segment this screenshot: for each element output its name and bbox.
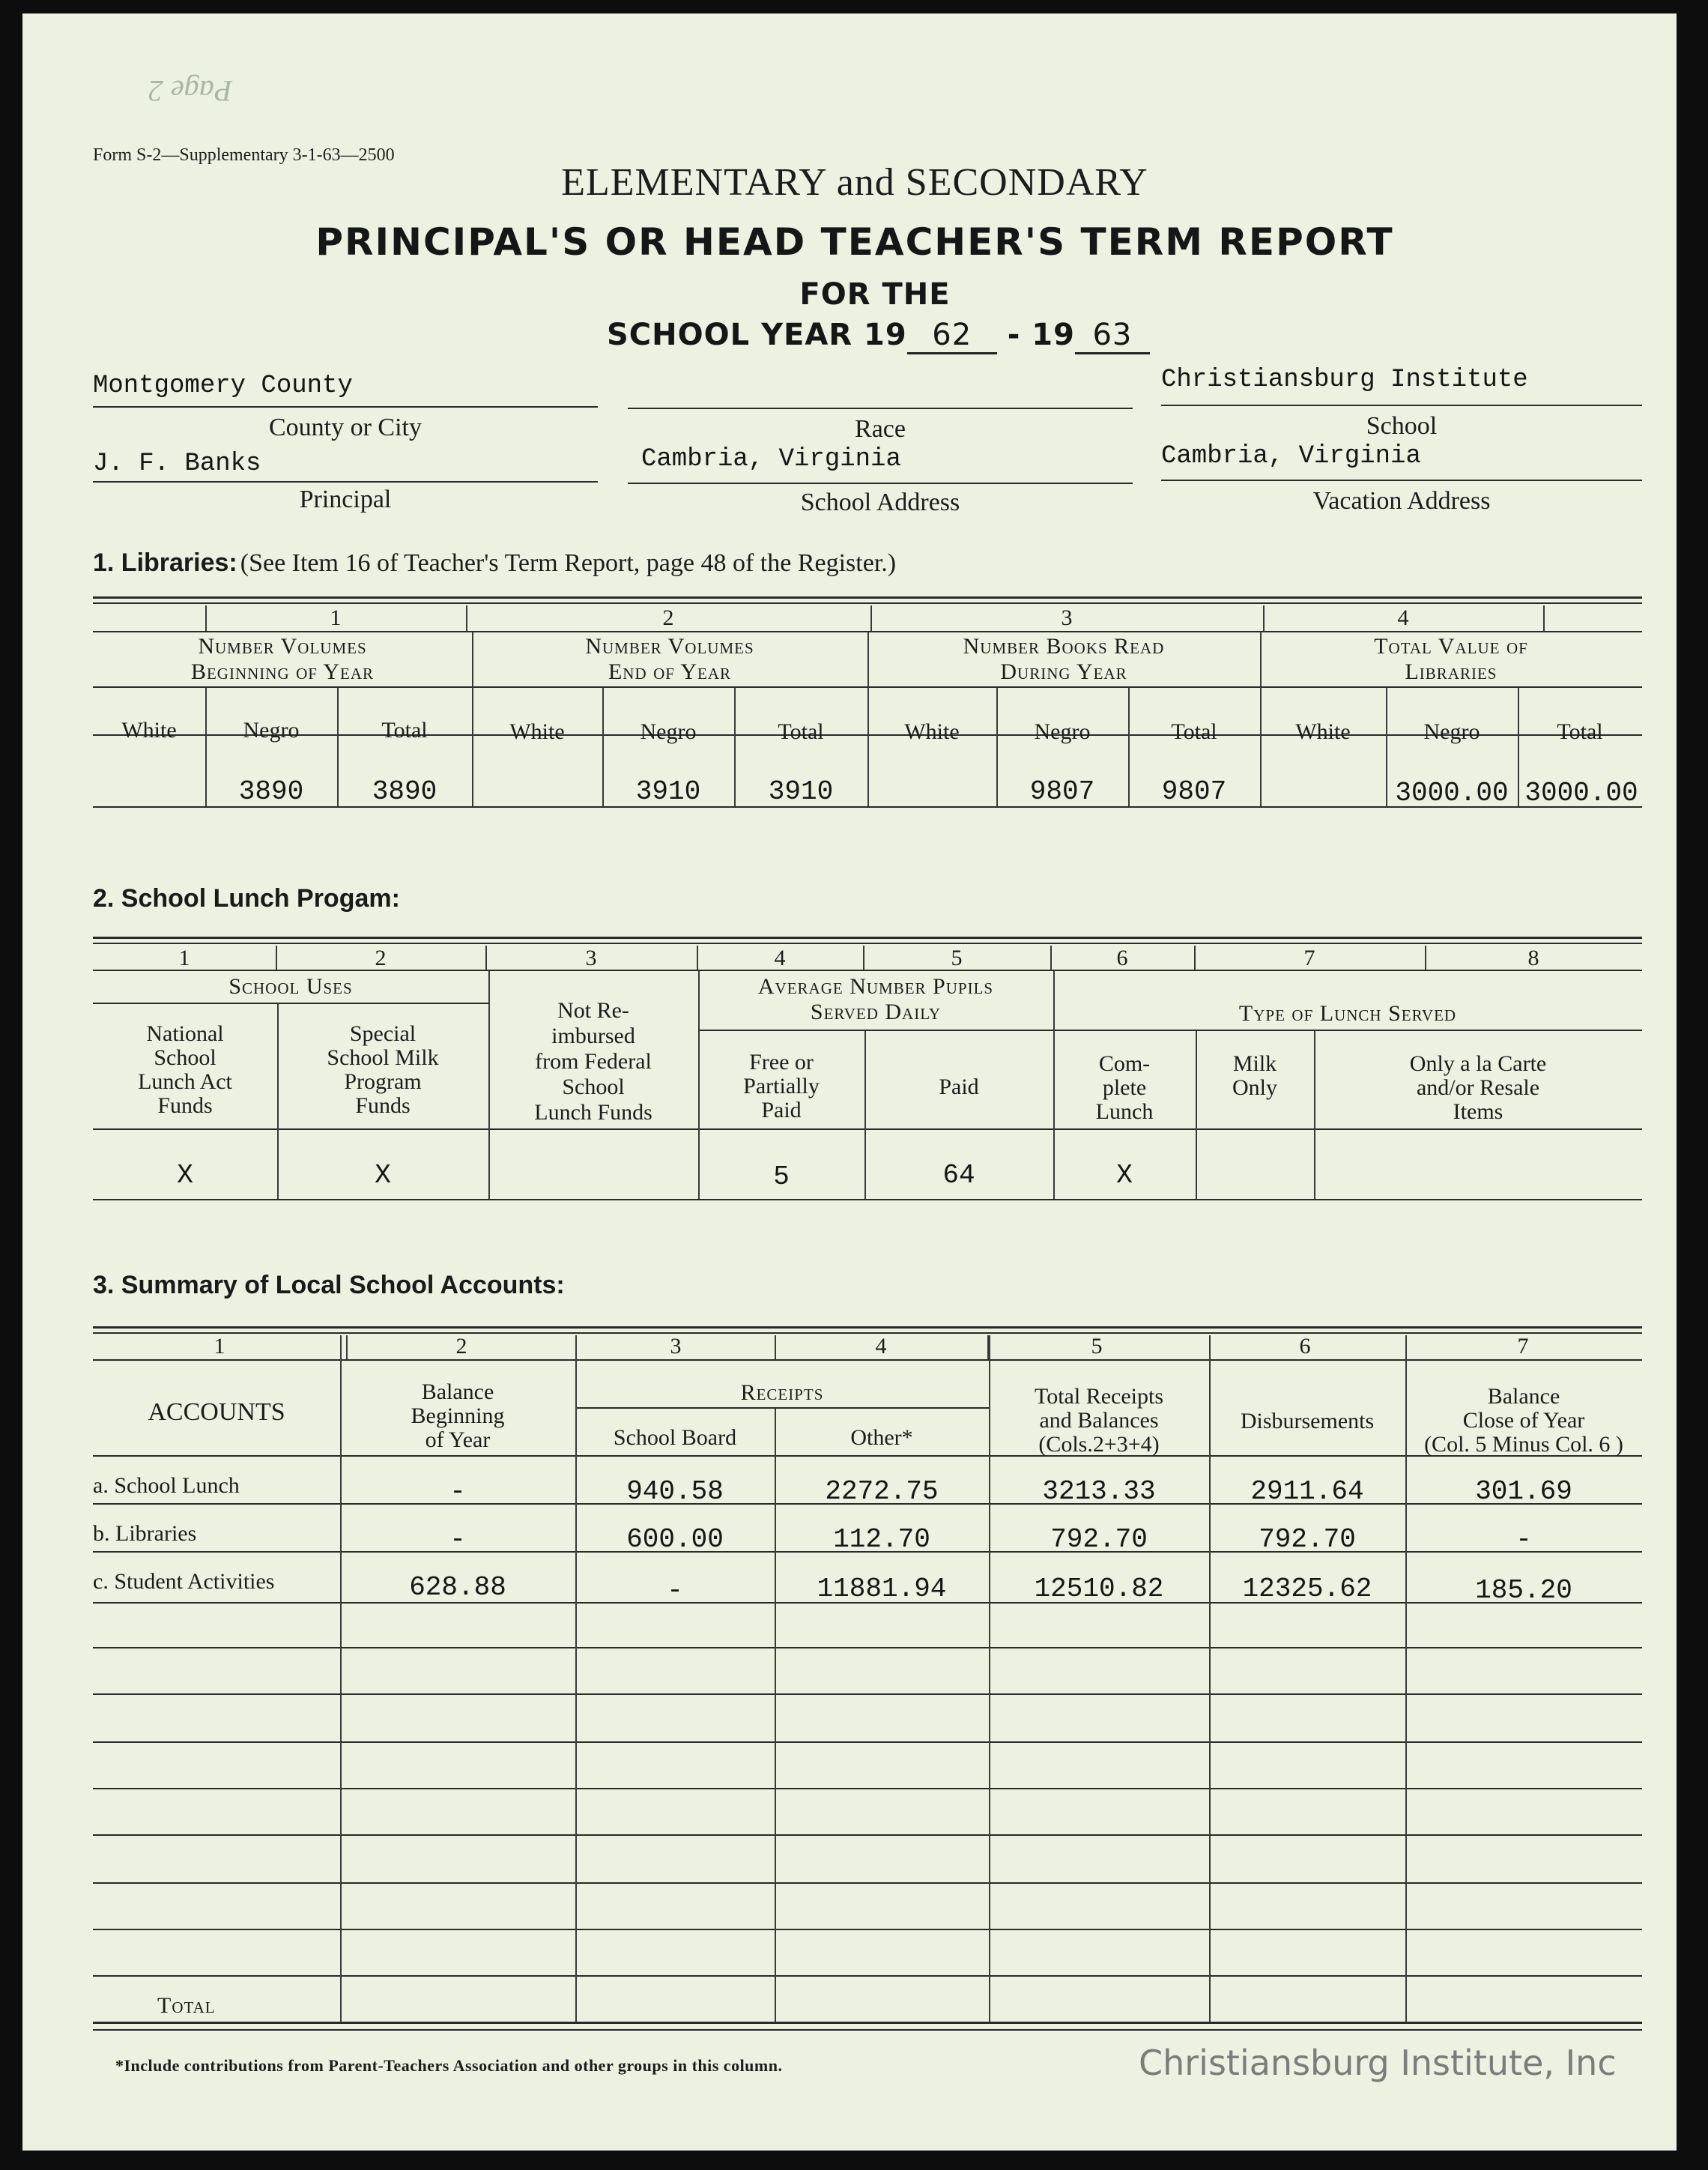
acct-balance-begin-header [340, 1380, 575, 1452]
acct-bb-line1: Balance [421, 1379, 494, 1404]
acct-row-student-activities-c3: - [667, 1575, 683, 1606]
acct-receipts-header: Receipts [740, 1380, 824, 1405]
lunch-avg-line2: Served Daily [810, 1000, 942, 1024]
address-underline [628, 483, 1133, 484]
acct-bc-line3: (Col. 5 Minus Col. 6 ) [1424, 1432, 1623, 1457]
lib-g2-total-header: Total [778, 719, 824, 744]
lib-g3-white-header: White [904, 719, 960, 744]
lib-group1-line1: Number Volumes [198, 634, 367, 659]
libraries-note: (See Item 16 of Teacher's Term Report, page 48 of the Register.) [240, 549, 897, 577]
lunch-col1-h2: School [154, 1045, 216, 1070]
lunch-col8-h1: Only a la Carte [1409, 1051, 1547, 1076]
lib-g4-total-header: Total [1557, 719, 1603, 744]
lunch-colnum-4: 4 [774, 946, 786, 970]
school-year-line [607, 318, 1150, 354]
lunch-col2-h1: Special [349, 1021, 417, 1046]
lib-colnum-2: 2 [662, 605, 674, 630]
lib-group2-header [472, 634, 867, 685]
acct-colnum-3: 3 [670, 1334, 682, 1358]
lunch-col5-h1: Paid [939, 1075, 979, 1099]
lib-group1-line2: Beginning of Year [190, 659, 375, 684]
lunch-col4-h1: Free or [749, 1050, 814, 1075]
acct-rule-top [93, 1326, 1642, 1329]
address-label: School Address [800, 489, 960, 516]
acct-row-school-lunch-c2: - [449, 1476, 466, 1507]
race-underline [628, 408, 1133, 409]
lib-group3-line1: Number Books Read [963, 634, 1165, 659]
lunch-col7-h2: Only [1232, 1075, 1277, 1100]
lunch-col8-header [1314, 1052, 1642, 1124]
lunch-col6-value: X [1116, 1160, 1133, 1191]
lunch-col3-header [488, 998, 698, 1125]
lunch-colnum-8: 8 [1527, 946, 1539, 970]
acct-bc-line2: Close of Year [1462, 1408, 1585, 1433]
lunch-col6-h2: plete [1102, 1075, 1147, 1100]
acct-colnum-1: 1 [214, 1334, 225, 1358]
title-term-report: PRINCIPAL'S OR HEAD TEACHER'S TERM REPORT [315, 220, 1394, 264]
lunch-rule-avg [700, 1030, 1076, 1031]
lib-g4-negro-header: Negro [1423, 719, 1480, 744]
lib-group4-line2: Libraries [1405, 659, 1497, 684]
lib-group2-line1: Number Volumes [585, 634, 754, 659]
lib-g2-negro-value: 3910 [635, 776, 701, 807]
acct-colnum-2: 2 [455, 1334, 467, 1358]
school-label: School [1366, 412, 1438, 440]
lunch-col6-h3: Lunch [1095, 1099, 1154, 1124]
lunch-col2-h3: Program [344, 1069, 422, 1094]
libraries-heading-line [93, 548, 896, 578]
lunch-col3-h4: School [562, 1075, 625, 1099]
acct-rule-r7 [93, 1788, 1642, 1789]
acct-sep-5 [1209, 1335, 1211, 2022]
acct-rule-nums [93, 1359, 1642, 1361]
acct-school-board-header: School Board [613, 1425, 737, 1450]
lunch-col8-h3: Items [1453, 1099, 1503, 1124]
lunch-school-uses-header: School Uses [228, 974, 353, 999]
lib-g4-total-value: 3000.00 [1524, 778, 1638, 809]
lunch-col6-header [1053, 1052, 1196, 1124]
acct-rule-r6 [93, 1741, 1642, 1743]
lib-g1-negro-header: Negro [243, 718, 300, 743]
lunch-col5-header [864, 1075, 1053, 1100]
county-value: Montgomery County [93, 372, 353, 400]
lunch-col7-header [1196, 1052, 1314, 1100]
lib-rule-top2 [93, 602, 1642, 604]
acct-disbursements-header: Disbursements [1240, 1409, 1375, 1433]
acct-rule-receipts [577, 1407, 989, 1409]
acct-rule-r11 [93, 1975, 1642, 1977]
lunch-col5-value: 64 [942, 1160, 975, 1191]
vacation-value: Cambria, Virginia [1161, 442, 1421, 471]
acct-rule-bottom [93, 2022, 1642, 2024]
form-id: Form S-2—Supplementary 3-1-63—2500 [93, 145, 395, 165]
lunch-rule-top [93, 937, 1642, 939]
acct-rule-r4 [93, 1647, 1642, 1648]
lib-group4-line1: Total Value of [1374, 634, 1528, 659]
lunch-col1-value: X [177, 1160, 193, 1191]
lib-group3-header [867, 634, 1260, 685]
lib-group3-line2: During Year [1000, 659, 1127, 684]
libraries-heading: 1. Libraries: [93, 548, 237, 577]
lunch-col1-header [93, 1022, 277, 1118]
lunch-colnum-5: 5 [951, 946, 963, 970]
lunch-col4-value: 5 [773, 1161, 790, 1192]
lunch-col2-h4: Funds [355, 1093, 411, 1118]
lib-numtick-5 [1543, 605, 1545, 631]
lunch-col2-header [277, 1022, 488, 1118]
lib-group1-header [93, 634, 472, 685]
acct-colnum-4: 4 [875, 1334, 887, 1358]
lib-g4-negro-value: 3000.00 [1395, 778, 1509, 809]
acct-tr-line1: Total Receipts [1034, 1384, 1164, 1409]
acct-bc-line1: Balance [1487, 1384, 1560, 1409]
lunch-colnum-7: 7 [1303, 946, 1315, 970]
acct-row-school-lunch-c6: 2911.64 [1250, 1476, 1364, 1507]
acct-row-libraries-c6: 792.70 [1259, 1524, 1356, 1555]
lunch-col4-h2: Partially [743, 1074, 820, 1098]
vacation-label: Vacation Address [1312, 487, 1491, 515]
lib-colnum-1: 1 [330, 605, 342, 630]
acct-colnum-7: 7 [1517, 1334, 1529, 1358]
lunch-col2-h2: School Milk [327, 1045, 439, 1070]
lib-g2-total-value: 3910 [768, 776, 834, 807]
acct-colnum-5: 5 [1091, 1334, 1103, 1358]
acct-row-student-activities-name: c. Student Activities [93, 1569, 275, 1594]
race-label: Race [855, 415, 906, 443]
footnote: *Include contributions from Parent-Teachers Association and other groups in this column. [115, 2056, 783, 2075]
address-value: Cambria, Virginia [641, 445, 901, 474]
acct-bb-line3: of Year [425, 1427, 491, 1452]
principal-label: Principal [299, 486, 392, 513]
corner-page-mark: Page 2 [148, 74, 233, 108]
lunch-col8-h2: and/or Resale [1416, 1075, 1540, 1100]
acct-row-libraries-name: b. Libraries [93, 1521, 197, 1546]
acct-row-student-activities-c4: 11881.94 [817, 1574, 947, 1604]
county-underline [93, 406, 598, 408]
acct-accounts-header: ACCOUNTS [148, 1398, 285, 1426]
acct-row-libraries-c4: 112.70 [833, 1524, 930, 1555]
acct-row-student-activities-c6: 12325.62 [1242, 1574, 1372, 1604]
lunch-colnum-6: 6 [1116, 946, 1128, 970]
lib-g1-total-value: 3890 [372, 776, 437, 807]
acct-row-student-activities-c2: 628.88 [409, 1572, 506, 1603]
vacation-underline [1161, 480, 1642, 481]
lib-g2-negro-header: Negro [640, 719, 697, 744]
acct-rule-bottom2 [93, 2029, 1642, 2031]
lunch-rule-top2 [93, 943, 1642, 944]
title-for-the: FOR THE [799, 277, 951, 312]
lunch-col3-h3: from Federal [535, 1049, 652, 1074]
school-year-sep: - 19 [1007, 318, 1075, 352]
acct-rule-r9 [93, 1882, 1642, 1884]
acct-row-student-activities-c5: 12510.82 [1034, 1574, 1164, 1604]
lib-colnum-4: 4 [1397, 605, 1409, 630]
lunch-col7-h1: Milk [1232, 1051, 1277, 1076]
lib-g3-total-header: Total [1171, 719, 1217, 744]
lunch-avg-pupils-header [698, 974, 1053, 1025]
acct-tr-line2: and Balances [1039, 1408, 1159, 1433]
lib-g1-negro-value: 3890 [238, 776, 304, 807]
lunch-col3-h2: imbursed [551, 1024, 635, 1048]
acct-row-libraries-c3: 600.00 [626, 1524, 724, 1555]
acct-colnum-6: 6 [1299, 1334, 1311, 1358]
county-label: County or City [268, 414, 423, 441]
principal-value: J. F. Banks [93, 450, 261, 478]
lunch-colnum-3: 3 [585, 946, 597, 970]
lunch-avg-line1: Average Number Pupils [757, 974, 994, 999]
document-page [22, 13, 1677, 2151]
lib-g2-white-header: White [509, 719, 565, 744]
lunch-rule-bottom [93, 1199, 1642, 1200]
school-year-end: 63 [1075, 318, 1150, 354]
acct-row-libraries-c5: 792.70 [1050, 1524, 1148, 1555]
acct-other-header: Other* [850, 1425, 913, 1450]
lib-group2-line2: End of Year [608, 659, 732, 684]
title-elementary-secondary: ELEMENTARY and SECONDARY [561, 161, 1148, 204]
lib-g4-white-header: White [1295, 719, 1351, 744]
principal-underline [93, 481, 598, 483]
lunch-type-served-header: Type of Lunch Served [1238, 1001, 1457, 1026]
acct-row-school-lunch-c5: 3213.33 [1042, 1476, 1156, 1507]
lunch-col4-h3: Paid [761, 1098, 802, 1122]
acct-row-school-lunch-name: a. School Lunch [93, 1473, 240, 1498]
acct-row-libraries-c2: - [449, 1524, 466, 1555]
lib-colnum-3: 3 [1061, 605, 1073, 630]
lunch-rule-uses [93, 1003, 490, 1004]
acct-total-receipts-header [989, 1385, 1209, 1457]
acct-balance-close-header [1405, 1385, 1642, 1457]
acct-total-label: Total [157, 1993, 216, 2018]
acct-bb-line2: Beginning [411, 1403, 505, 1428]
lunch-col1-h3: Lunch Act [138, 1069, 232, 1094]
accounts-heading: 3. Summary of Local School Accounts: [93, 1271, 565, 1299]
lunch-colnum-1: 1 [178, 946, 190, 970]
lunch-heading: 2. School Lunch Progam: [93, 884, 400, 913]
school-value: Christiansburg Institute [1161, 366, 1528, 394]
lunch-col3-h1: Not Re- [557, 998, 629, 1023]
lib-g3-negro-header: Negro [1034, 719, 1091, 744]
lib-g3-negro-value: 9807 [1029, 776, 1095, 807]
school-year-start: 62 [907, 318, 997, 354]
lunch-col1-h1: National [146, 1021, 224, 1046]
acct-rule-r8 [93, 1834, 1642, 1836]
lib-rule-top [93, 596, 1642, 599]
lib-g3-total-value: 9807 [1161, 776, 1227, 807]
lib-g1-total-header: Total [381, 718, 428, 743]
acct-row-school-lunch-c4: 2272.75 [825, 1476, 939, 1507]
lunch-col6-h1: Com- [1098, 1051, 1151, 1076]
lunch-col1-h4: Funds [157, 1093, 213, 1118]
lunch-col4-header [698, 1051, 864, 1122]
acct-row-libraries-c7: - [1515, 1524, 1532, 1555]
lib-group4-header [1260, 634, 1642, 685]
lunch-colnum-2: 2 [375, 946, 387, 970]
lib-g1-white-header: White [121, 718, 177, 743]
acct-rule-r10 [93, 1929, 1642, 1930]
lunch-rule-type [1076, 1030, 1642, 1031]
school-year-prefix: SCHOOL YEAR 19 [607, 318, 907, 352]
acct-row-student-activities-c7: 185.20 [1475, 1575, 1572, 1606]
acct-row-school-lunch-c3: 940.58 [626, 1476, 724, 1507]
school-underline [1161, 405, 1642, 406]
acct-rule-r5 [93, 1693, 1642, 1695]
acct-row-school-lunch-c7: 301.69 [1475, 1476, 1572, 1507]
lunch-col3-h5: Lunch Funds [534, 1100, 652, 1125]
lunch-rule-hdr [93, 1128, 1642, 1130]
acct-tr-line3: (Cols.2+3+4) [1038, 1432, 1160, 1457]
lunch-col2-value: X [375, 1160, 391, 1191]
watermark-text: Christiansburg Institute, Inc [1139, 2043, 1617, 2083]
